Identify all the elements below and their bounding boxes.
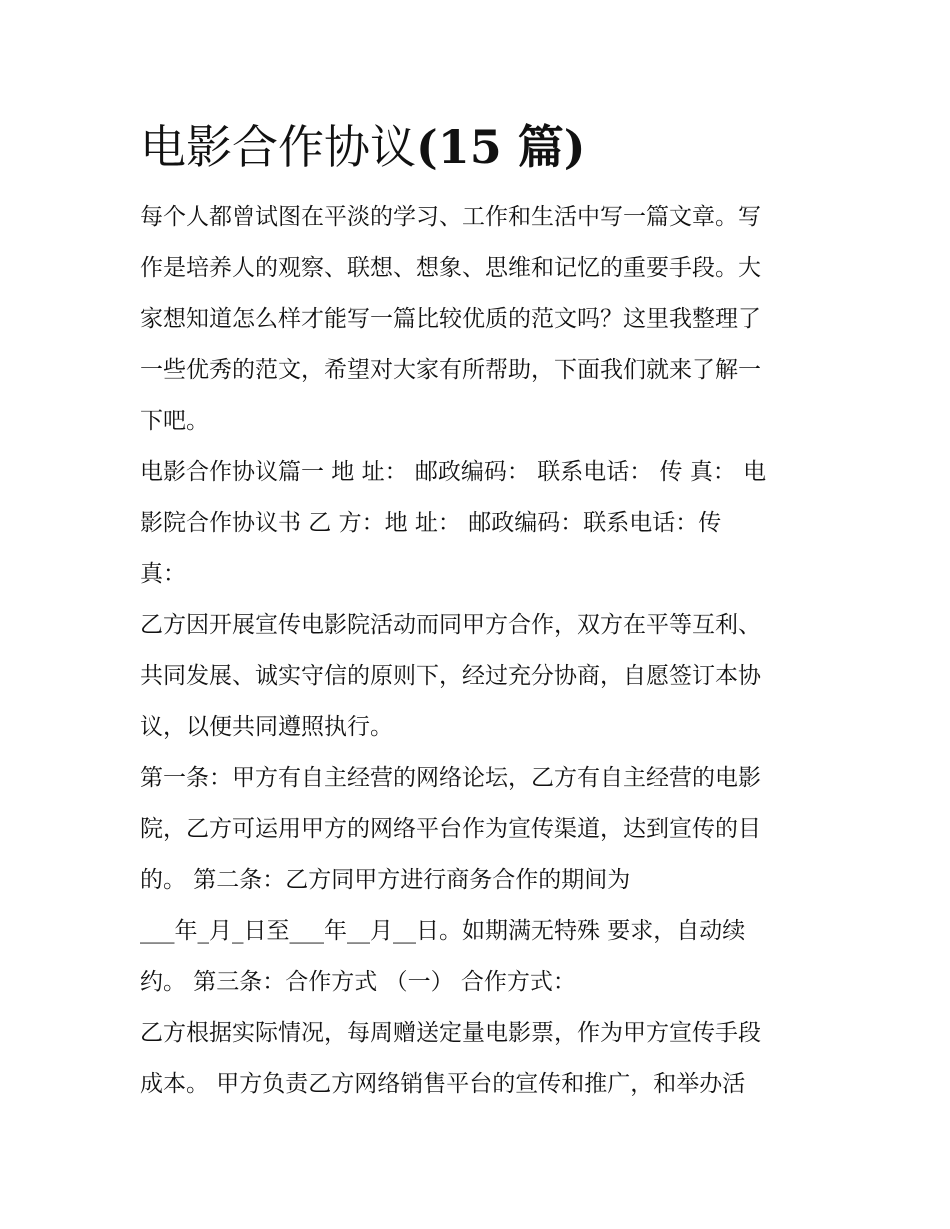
document-title — [140, 108, 820, 186]
text-line: 下吧。 — [140, 408, 209, 434]
document-title-suffix: (15 篇) — [416, 120, 586, 174]
body-paragraph — [140, 753, 820, 1008]
text-line: 第一条：甲方有自主经营的网络论坛，乙方有自主经营的电影 — [140, 765, 761, 791]
text-line: 作是培养人的观察、联想、想象、思维和记忆的重要手段。大 — [140, 255, 761, 281]
text-line: 影院合作协议书 乙 方：地 址： 邮政编码：联系电话：传 — [140, 510, 722, 536]
text-line: 每个人都曾试图在平淡的学习、工作和生活中写一篇文章。写 — [140, 204, 761, 230]
text-line: 的。 第二条：乙方同甲方进行商务合作的期间为 — [140, 867, 631, 893]
text-line: 院，乙方可运用甲方的网络平台作为宣传渠道，达到宣传的目 — [140, 816, 761, 842]
text-line: 电影合作协议篇一 地 址： 邮政编码： 联系电话： 传 真： 电 — [140, 459, 767, 485]
body-paragraph — [140, 192, 820, 447]
text-line: 乙方因开展宣传电影院活动而同甲方合作，双方在平等互利、 — [140, 612, 761, 638]
document-body — [140, 192, 820, 1110]
body-paragraph — [140, 600, 820, 753]
text-line: 乙方根据实际情况，每周赠送定量电影票，作为甲方宣传手段 — [140, 1020, 761, 1046]
document-page — [140, 108, 820, 1110]
text-line: 约。 第三条：合作方式 （一） 合作方式： — [140, 969, 576, 995]
text-line: 家想知道怎么样才能写一篇比较优质的范文吗？这里我整理了 — [140, 306, 761, 332]
body-paragraph — [140, 447, 820, 600]
text-line: 共同发展、诚实守信的原则下，经过充分协商，自愿签订本协 — [140, 663, 761, 689]
text-line: 成本。 甲方负责乙方网络销售平台的宣传和推广，和举办活 — [140, 1071, 746, 1097]
text-line: 议，以便共同遵照执行。 — [140, 714, 393, 740]
body-paragraph — [140, 1008, 820, 1110]
text-line: 一些优秀的范文，希望对大家有所帮助，下面我们就来了解一 — [140, 357, 761, 383]
text-line: ___年_月_日至___年__月__日。如期满无特殊 要求，自动续 — [140, 918, 746, 944]
text-line: 真： — [140, 561, 186, 587]
document-title-main: 电影合作协议 — [140, 120, 416, 174]
